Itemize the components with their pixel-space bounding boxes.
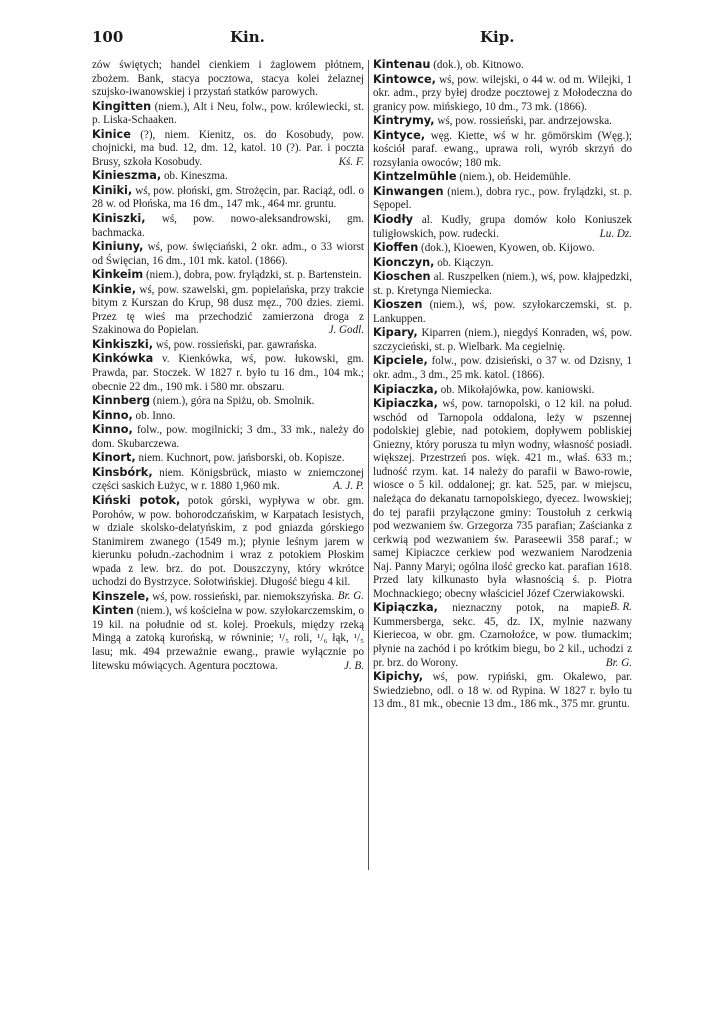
dictionary-entry bbox=[92, 184, 364, 212]
right-column bbox=[373, 58, 632, 712]
entry-headword: Kipciele, bbox=[373, 354, 428, 368]
entry-headword: Kionczyn, bbox=[373, 255, 435, 269]
dictionary-entry bbox=[373, 326, 632, 354]
dictionary-entry bbox=[373, 298, 632, 326]
entry-signature: Kś. F. bbox=[338, 155, 364, 168]
entry-headword: Kiniuny, bbox=[92, 240, 144, 254]
entry-text: wś, pow. święciański, 2 okr. adm., o 33 wiorst od Święcian, 16 dm., 101 mk. katol. (1866). bbox=[92, 241, 365, 267]
entry-text: folw., pow. mogilnicki; 3 dm., 33 mk., należy do dom. Skubarczewa. bbox=[92, 424, 364, 450]
entry-text: wś, pow. nowo-aleksandrowski, gm. bachmacka. bbox=[92, 213, 364, 239]
entry-headword: Kioschen bbox=[373, 270, 431, 284]
entry-text: al. Ruszpelken (niem.), wś, pow. kłajpedzki, st. p. Kretynga Niemiecka. bbox=[373, 271, 632, 297]
entry-text: potok górski, wypływa w obr. gm. Porohów, w pow. bohorodczańskim, w Karpatach lesistych, w dziale skolsko-delatyńskim, z pod gniazda górskiego Stanimirem zwanego (1549 m.); płynie leśnym jarem w kierunku połudn.-zachodnim i wraz z potokiem Płoskim wpada z lew. brz. do pot. Douszczyny, który wkrótce uchodzi do Bystrzyce. Sołotwińskiej. Długość biegu 4 kil. bbox=[92, 494, 364, 589]
dictionary-entry bbox=[92, 451, 364, 466]
dictionary-entry bbox=[92, 338, 364, 353]
entry-headword: Kintowce, bbox=[373, 72, 436, 86]
entry-text: folw., pow. dzisieński, o 37 w. od Dzisny, 1 okr. adm., 3 dm., 25 mk. katol. (1866). bbox=[373, 355, 632, 382]
dictionary-entry bbox=[92, 283, 364, 338]
page-number: 100 bbox=[92, 28, 124, 46]
page-header bbox=[92, 28, 632, 50]
entry-text: wś, pow. rossieński, par. niemokszyńska. bbox=[152, 590, 335, 603]
entry-signature: J. B. bbox=[343, 659, 364, 672]
entry-headword: Kinice bbox=[92, 127, 131, 141]
entry-text: (niem.), dobra ryc., pow. frylądzki, st. p. Sępopel. bbox=[373, 185, 632, 212]
entry-text: wś, pow. tarnopolski, o 12 kil. na połud. wschód od Tarnopola oddalona, leży w pszennej podolskiej glebie, nad potokiem, dopływem pobliskiej Gniezny, który porusza tu młyn wodny, własność posiadł. większej. Przestrzeń pos. więk. 421 m., właś. 633 m.; ludność rzym. kat. 14 należy do parafii w Bawo-rowie, wiosce o 5 kil. oddalonej; gr. kat. 525, par. w miejscu, należąca do dekanatu tarnopolskiego, dyecez. lwowskiej; do tej parafii przyłączone gminy: Toustołuh z cerkwią pod wezwaniem św. Grzegorza 735 parafian; Zaścianka z cerkwią pod wezwaniem św. Paraseewii 358 paraf.; w samej Kipiaczce cerkiew pod wezwaniem Narodzenia Naj. Panny Maryi; ogólna ilość grecko kat. parafian 1618. Przed laty kilkunasto była własnością ś. p. Piotra Mochnackiego; obecny właściciel Józef Czerwiakowski. bbox=[373, 398, 632, 600]
dictionary-entry bbox=[92, 394, 364, 409]
dictionary-entry bbox=[373, 58, 632, 73]
dictionary-entry bbox=[373, 241, 632, 256]
dictionary-entry bbox=[92, 423, 364, 451]
dictionary-entry bbox=[92, 466, 364, 494]
entry-text: (dok.), ob. Kitnowo. bbox=[433, 59, 524, 71]
entry-signature: Br. G. bbox=[337, 589, 364, 602]
running-head-right: Kip. bbox=[480, 28, 515, 46]
dictionary-entry bbox=[373, 73, 632, 115]
entry-text: (niem.), wś, pow. szyłokarczemski, st. p. Lankuppen. bbox=[373, 299, 632, 325]
dictionary-entry bbox=[92, 100, 364, 128]
entry-headword: Kintenau bbox=[373, 58, 431, 71]
entry-text: (niem.), wś kościelna w pow. szyłokarczemskim, o 19 kil. na południe od st. kolej. Proekuls, między rzeką Mingą a zatoką kurońską, w równinie; ¹/₅ roli, ¹/₆ łąk, ¹/₅ lasu; mk. 494 przeważnie ewang., prawie wyłącznie po litewsku mówiących. Agentura pocztowa. bbox=[92, 605, 365, 672]
entry-headword: Kinsbórk, bbox=[92, 465, 153, 479]
entry-text: Kiparren (niem.), niegdyś Konraden, wś, pow. szczycieński, st. p. Wielbark. Ma cegielnię. bbox=[373, 327, 632, 353]
dictionary-entry bbox=[373, 185, 632, 213]
entry-text: wś, pow. płoński, gm. Strożęcin, par. Raciąż, odl. o 28 w. od Płońska, ma 16 dm., 147 mk., 464 mr. gruntu. bbox=[92, 184, 364, 211]
dictionary-entry bbox=[373, 114, 632, 129]
entry-signature: B. R. bbox=[610, 601, 632, 614]
entry-text: ob. Mikołajówka, pow. kaniowski. bbox=[440, 383, 595, 396]
dictionary-entry bbox=[373, 383, 632, 398]
text-body bbox=[92, 58, 632, 870]
entry-headword: Kinkiszki, bbox=[92, 337, 154, 351]
dictionary-entry bbox=[92, 352, 364, 394]
dictionary-entry bbox=[373, 601, 632, 670]
dictionary-entry bbox=[92, 128, 364, 170]
entry-signature: Br. G. bbox=[605, 656, 632, 669]
dictionary-entry bbox=[92, 590, 364, 605]
dictionary-entry bbox=[373, 670, 632, 712]
entry-headword: Kinkie, bbox=[92, 282, 137, 296]
entry-text: v. Kienkówka, wś, pow. łukowski, gm. Prawda, par. Stoczek. W 1827 r. było tu 16 dm., 104 mk.; obecnie 22 dm., 190 mk. i 580 mr. obszaru. bbox=[92, 353, 364, 393]
dictionary-entry bbox=[373, 270, 632, 298]
entry-signature: J. Godl. bbox=[328, 324, 364, 337]
entry-text: wś, pow. rossieński, par. andrzejowska. bbox=[437, 115, 612, 128]
dictionary-entry bbox=[373, 129, 632, 171]
entry-headword: Kinno, bbox=[92, 423, 133, 437]
entry-text: (dok.), Kioewen, Kyowen, ob. Kijowo. bbox=[421, 242, 595, 255]
entry-signature: Lu. Dz. bbox=[599, 227, 632, 240]
entry-headword: Kintrymy, bbox=[373, 114, 435, 128]
entry-headword: Kiński potok, bbox=[92, 493, 181, 507]
entry-headword: Kinszele, bbox=[92, 589, 150, 603]
dictionary-entry bbox=[373, 213, 632, 241]
entry-headword: Kipiaczka, bbox=[373, 382, 438, 396]
dictionary-entry bbox=[373, 170, 632, 185]
entry-headword: Kintyce, bbox=[373, 128, 426, 142]
entry-text: węg. Kiette, wś w hr. gömörskim (Węg.); kościół paraf. ewang., uprawa roli, wyrób skrzyń do rozsyłania owoców; 180 mk. bbox=[373, 129, 632, 169]
entry-headword: Kioffen bbox=[373, 241, 419, 255]
entry-headword: Kioszen bbox=[373, 298, 423, 312]
entry-headword: Kinort, bbox=[92, 451, 136, 465]
entry-text: zów świętych; handel cienkiem i żaglowem płótnem, zbożem. Bank, stacya pocztowa, stacya kolei żelaznej szujsko-iwanowskiej i przystań statków parowych. bbox=[92, 59, 364, 99]
entry-text: (niem.), ob. Heidemühle. bbox=[459, 171, 571, 184]
entry-headword: Kinnberg bbox=[92, 394, 151, 408]
entry-text: ob. Inno. bbox=[135, 409, 176, 422]
dictionary-entry bbox=[92, 240, 364, 268]
entry-headword: Kingitten bbox=[92, 99, 152, 113]
entry-text: wś, pow. szawelski, gm. popielańska, przy trakcie bitym z Kurszan do Krup, 98 dusz męz., 700 dzies. ziemi. Przez tę wieś ma przechodzić zamierzona droga z Szakinowa do Popielan. bbox=[92, 283, 365, 337]
entry-text: (niem.), Alt i Neu, folw., pow. królewiecki, st. p. Liska-Schaaken. bbox=[92, 100, 364, 127]
entry-headword: Kinkówka bbox=[92, 352, 154, 366]
entry-headword: Kiniki, bbox=[92, 183, 133, 197]
column-divider bbox=[368, 60, 369, 870]
entry-text: al. Kudły, grupa domów koło Koniuszek tuligłowskich, pow. rudecki. bbox=[373, 214, 632, 240]
dictionary-entry bbox=[92, 169, 364, 184]
left-column bbox=[92, 58, 364, 673]
entry-headword: Kinkeim bbox=[92, 268, 144, 282]
entry-text: (niem.), góra na Spiżu, ob. Smolnik. bbox=[152, 395, 315, 408]
entry-text: niem. Kuchnort, pow. jańsborski, ob. Kopisze. bbox=[138, 452, 345, 465]
running-head-left: Kin. bbox=[230, 28, 265, 46]
entry-text: ob. Kiączyn. bbox=[437, 256, 494, 269]
entry-headword: Kipiaczka, bbox=[373, 397, 438, 411]
entry-headword: Kinno, bbox=[92, 408, 133, 422]
entry-headword: Kipichy, bbox=[373, 670, 424, 684]
entry-headword: Kintzelmühle bbox=[373, 170, 457, 184]
entry-headword: Kipary, bbox=[373, 326, 418, 340]
dictionary-entry bbox=[92, 58, 364, 100]
entry-headword: Kinieszma, bbox=[92, 169, 162, 183]
entry-text: (?), niem. Kienitz, os. do Kosobudy, pow. chojnicki, ma bud. 12, dm. 12, katol. 10 (?). Par. i poczta Brusy, szkoła Kosobudy. bbox=[92, 128, 364, 168]
entry-headword: Kinwangen bbox=[373, 184, 444, 198]
entry-signature: A. J. P. bbox=[333, 480, 364, 493]
dictionary-entry bbox=[92, 268, 364, 283]
entry-text: wś, pow. rossieński, par. gawrańska. bbox=[155, 338, 317, 351]
dictionary-entry bbox=[373, 354, 632, 382]
dictionary-entry bbox=[373, 256, 632, 271]
entry-text: niem. Königsbrück, miasto w zniemczonej części saskich Łużyc, w r. 1880 1,960 mk. bbox=[92, 466, 365, 493]
entry-text: wś, pow. rypiński, gm. Okalewo, par. Swiedziebno, odl. o 18 w. od Rypina. W 1827 r. było tu 13 dm., 81 mk., obecnie 13 dm., 186 mk., 375 mr. gruntu. bbox=[373, 671, 632, 711]
dictionary-entry bbox=[92, 409, 364, 424]
entry-text: nieznaczny potok, na mapie Kummersberga, sekc. 45, dz. IX, mylnie nazwany Kieriecoa, w obr. gm. Czarnołoźce, w pow. tłumackim; płynie na zachód i po krótkim biegu, bo 2 kil., uchodzi z pr. brz. do Worony. bbox=[373, 602, 632, 669]
entry-headword: Kiodły bbox=[373, 213, 414, 227]
dictionary-entry bbox=[92, 212, 364, 240]
dictionary-entry bbox=[92, 604, 364, 673]
entry-text: wś, pow. wilejski, o 44 w. od m. Wilejki, 1 okr. adm., przy byłej drodze pocztowej z Mołodeczna do granicy pow. mińskiego, 10 dm., 73 mk. (1866). bbox=[373, 73, 632, 113]
entry-headword: Kinten bbox=[92, 604, 134, 618]
entry-text: ob. Kineszma. bbox=[163, 170, 228, 183]
entry-text: (niem.), dobra, pow. frylądzki, st. p. Bartenstein. bbox=[145, 269, 362, 282]
entry-headword: Kipiączka, bbox=[373, 601, 438, 615]
entry-headword: Kiniszki, bbox=[92, 212, 146, 226]
